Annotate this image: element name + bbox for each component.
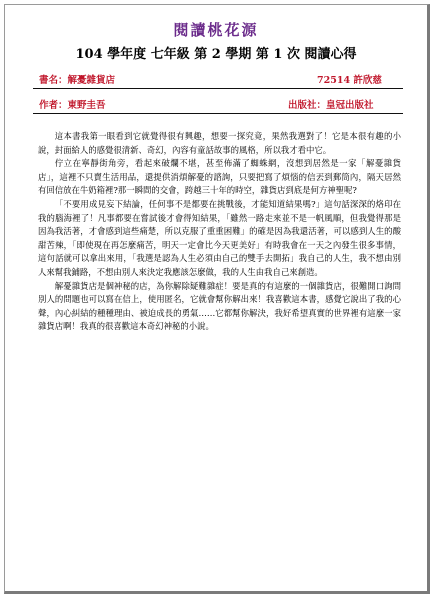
student-id-name: 72514 許欣慈 [317, 75, 382, 86]
page-subtitle: 104 學年度 七年級 第 2 學期 第 1 次 閱讀心得 [75, 47, 357, 62]
essay-paragraph: 這本書我第一眼看到它就覺得很有興趣，想要一探究竟，果然我選對了！它是本很有趣的小說，封面給人的感覺很清新、奇幻，內容有童話故事的風格，所以我才看中它。 [38, 131, 401, 155]
book-title-line: 書名：解憂雜貨店 [39, 75, 116, 86]
essay-paragraph: 「不要用成見妄下結論，任何事不是都要在挑戰後，才能知道結果嗎?」這句話深深的烙印在我的腦海裡了！凡事都要在嘗試後才會得知結果，「雖然一路走來並不是一帆風順，但我覺得那是因為我活著，才會感到這些痛楚，所以克服了重重困難」的確是因為我還活著，可以感到人生的酸甜苦辣，「即使現在再怎麼痛苦，明天一定會比今天更美好」有時我會在一天之內發生很多事情，這句話就可以拿出來用，「我選是認為人生必須由自己的雙手去開拓」我自己的人生，我不想由別人來幫我鋪路，不想由別人來決定我應該怎麼做，我的人生由我自己來創造。 [38, 198, 401, 277]
author-line: 作者：東野圭吾 [39, 100, 106, 111]
publisher-line: 出版社：皇冠出版社 [288, 100, 374, 111]
essay-paragraph: 解憂雜貨店是個神秘的店，為你解除疑難雜症！要是真的有這麼的一個雜貨店，很難開口詢問別人的問題也可以寫在信上，使用匿名，它就會幫你解出來！我喜歡這本書，感覺它說出了我的心聲，內心糾結的種種理由、被迫成長的勇氣……它都幫你解決，我好希望真實的世界裡有這麼一家雜貨店啊！我真的很喜歡這本奇幻神秘的小說。 [38, 280, 401, 332]
divider-line [33, 113, 403, 114]
document-page [4, 4, 430, 594]
page-title: 閱讀桃花源 [173, 21, 259, 39]
divider-line [33, 88, 403, 89]
essay-body [38, 130, 401, 334]
essay-paragraph: 佇立在寧靜街角旁，看起來破爛不堪，甚至佈滿了蜘蛛網，沒想到居然是一家「解憂雜貨店」，這裡不只賣生活用品，還提供消煩解憂的諮詢，只要把寫了煩惱的信丟到郵筒內，隔天居然有回信放在牛奶箱裡?那一瞬間的交會，跨越三十年的時空，雜貨店到底是何方神聖呢? [38, 158, 401, 196]
